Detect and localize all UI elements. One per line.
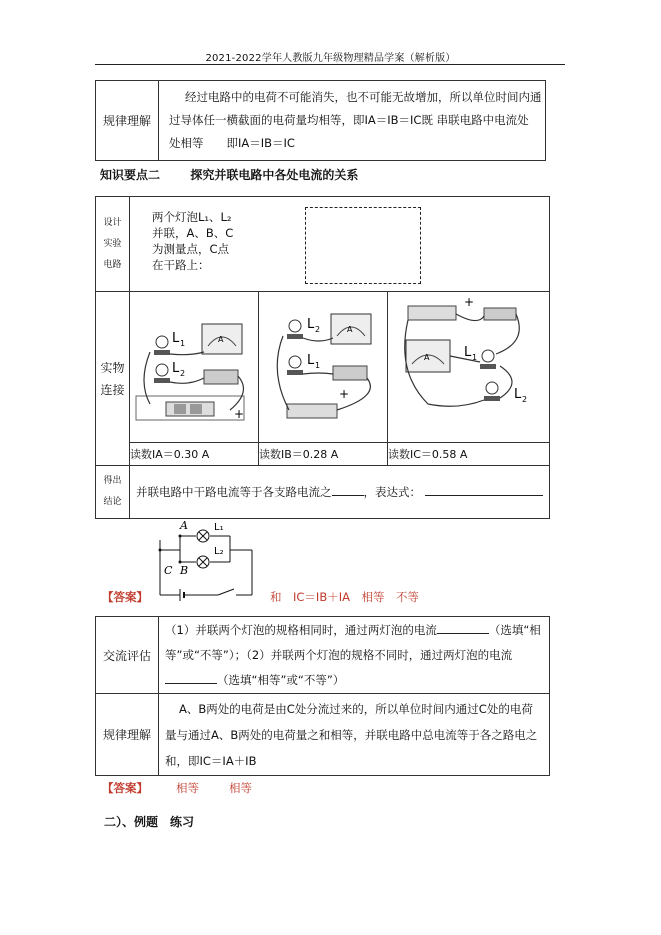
rule-line-3: 处相等 即IA＝IB＝IC — [169, 136, 295, 150]
evaluate-line-2: 等”或“不等”）；（2）并联两个灯泡的规格不同时，通过两灯泡的电流 — [165, 647, 513, 662]
svg-text:L: L — [172, 361, 180, 376]
design-label-2: 实验 — [103, 238, 122, 249]
conclusion-expr-label: ，表达式： — [363, 485, 421, 499]
svg-text:L: L — [464, 345, 472, 360]
photo-cell-c — [388, 292, 550, 443]
svg-text:L: L — [172, 331, 180, 346]
rule2-line-1: A、B两处的电荷是由C处分流过来的，所以单位时间内通过C处的电荷 — [179, 701, 533, 716]
evaluate-line-1 — [165, 618, 549, 643]
rule-table-1 — [95, 80, 546, 161]
evaluate-l3-text: （选填“相等”或“不等”） — [217, 672, 345, 687]
lamp-l1-label: L₁ — [214, 522, 224, 533]
evaluate-label: 交流评估 — [96, 617, 159, 694]
rule-label-2: 规律理解 — [96, 694, 159, 776]
svg-text:+: + — [234, 407, 245, 421]
design-label-3: 电路 — [103, 259, 122, 270]
design-text-line: 并联，A、B、C — [152, 226, 234, 240]
answer-2-second: 相等 — [229, 781, 252, 795]
circuit-drawing-box — [305, 207, 421, 284]
design-text-line: 为测量点，C点 — [152, 242, 230, 256]
rule2-line-3: 和，即IC＝IA＋IB — [165, 753, 257, 768]
conclusion-content — [130, 466, 550, 519]
evaluate-text — [159, 617, 550, 694]
circuit-photo-b — [259, 292, 387, 439]
conclusion-label-cell — [96, 466, 130, 519]
rule-text-2 — [159, 694, 550, 776]
section-heading — [100, 166, 358, 183]
svg-text:L: L — [307, 353, 315, 368]
answer-content-1: 和 IC＝IB＋IA 相等 不等 — [270, 590, 419, 604]
conclusion-blank-1[interactable] — [332, 495, 364, 496]
header-rule — [95, 64, 565, 65]
photo-cell-b — [259, 292, 388, 443]
svg-text:1: 1 — [315, 361, 321, 370]
svg-text:L: L — [514, 387, 522, 402]
evaluate-l1-tail: （选填“相 — [488, 622, 541, 637]
evaluate-line-3 — [165, 668, 549, 693]
real-label-1: 实物 — [100, 360, 125, 375]
section-number: 知识要点二 — [100, 168, 161, 182]
photo-cell-a — [130, 292, 259, 443]
conclusion-label-2: 结论 — [103, 497, 122, 507]
svg-text:2: 2 — [315, 325, 321, 334]
evaluate-l1-text: （1）并联两个灯泡的规格相同时，通过两灯泡的电流 — [165, 622, 437, 637]
evaluation-table — [95, 616, 550, 776]
conclusion-label-1: 得出 — [103, 476, 122, 486]
answer-tag-2: 【答案】 — [102, 781, 148, 795]
circuit-photo-a — [130, 292, 258, 439]
parallel-circuit-diagram — [150, 518, 260, 608]
rule-label: 规律理解 — [96, 81, 159, 161]
design-text-line: 两个灯泡L₁、L₂ — [152, 210, 232, 224]
example-section-title: 二）、例题 练习 — [104, 815, 195, 829]
real-label-cell — [96, 292, 130, 466]
svg-text:1: 1 — [472, 353, 478, 362]
conclusion-text: 并联电路中干路电流等于各支路电流之 — [136, 485, 332, 499]
section-title: 探究并联电路中各处电流的关系 — [190, 168, 359, 182]
svg-text:+: + — [464, 295, 475, 309]
rule2-line-2: 量与通过A、B两处的电荷量之和相等，并联电路中总电流等于各之路电之 — [165, 727, 538, 742]
design-label-1: 设计 — [103, 217, 122, 228]
rule-text — [159, 81, 546, 161]
design-content — [130, 197, 550, 292]
point-b-label: B — [180, 564, 189, 577]
point-c-label: C — [164, 564, 173, 577]
rule-line-1: 经过电路中的电荷不可能消失，也不可能无故增加，所以单位时间内通 — [185, 90, 542, 104]
circuit-photo-c — [388, 292, 549, 439]
answer-2-first: 相等 — [176, 781, 199, 795]
experiment-table — [95, 196, 550, 519]
svg-text:+: + — [339, 387, 350, 401]
svg-text:L: L — [307, 317, 315, 332]
design-text-line: 在干路上： — [152, 258, 210, 272]
svg-text:1: 1 — [180, 339, 186, 348]
reading-b: 读数IB＝0.28 A — [259, 443, 388, 466]
design-text — [152, 209, 233, 273]
rule-line-2: 过导体任一横截面的电荷量均相等，即IA＝IB＝IC既 串联电路中电流处 — [169, 113, 529, 127]
design-label-cell — [96, 197, 130, 292]
svg-text:A: A — [347, 325, 353, 334]
conclusion-blank-2[interactable] — [425, 495, 543, 496]
point-a-label: A — [180, 519, 188, 532]
svg-text:2: 2 — [522, 395, 528, 404]
lamp-l2-label: L₂ — [214, 546, 224, 557]
answer-tag-1: 【答案】 — [102, 590, 148, 604]
reading-c: 读数IC＝0.58 A — [388, 443, 550, 466]
evaluate-blank-1[interactable] — [437, 633, 489, 634]
page-header: 2021-2022学年人教版九年级物理精品学案（解析版） — [205, 53, 456, 64]
evaluate-blank-2[interactable] — [165, 683, 217, 684]
svg-text:2: 2 — [180, 369, 186, 378]
real-label-2: 连接 — [100, 382, 125, 397]
reading-a: 读数IA＝0.30 A — [130, 443, 259, 466]
svg-text:A: A — [218, 335, 224, 344]
svg-text:A: A — [424, 353, 430, 362]
